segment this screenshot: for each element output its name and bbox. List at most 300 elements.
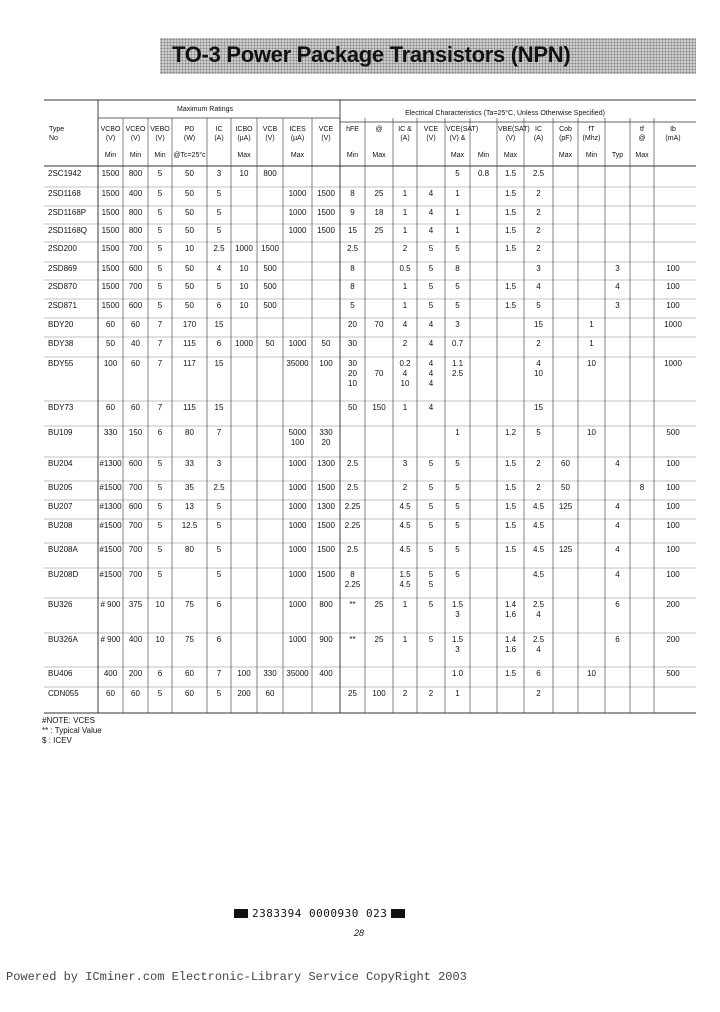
cell-ic_sat: 4.5 xyxy=(532,570,545,579)
cell-vcb: 50 xyxy=(265,339,275,348)
cell-ic_hfe: 4.5 xyxy=(399,502,411,511)
cell-ic_sat: 2.5 xyxy=(532,169,545,178)
row-type: 2SD1168P xyxy=(48,208,87,217)
cell-ic_sat: 2.5 4 xyxy=(532,635,545,654)
cell-pd: 60 xyxy=(185,689,194,698)
cell-vceo: 700 xyxy=(128,244,143,253)
note-typical: ** : Typical Value xyxy=(42,726,102,735)
cell-vcbo: 1500 xyxy=(101,244,120,253)
cell-vbesat: 1.5 xyxy=(504,169,517,178)
page-title: TO-3 Power Package Transistors (NPN) xyxy=(172,42,571,67)
cell-ib: 1000 xyxy=(664,359,682,368)
cell-vbesat: 1.5 xyxy=(504,244,517,253)
cell-ic_sat: 4 xyxy=(536,282,541,291)
cell-vce_hfe: 5 xyxy=(428,521,434,530)
cell-vebo: 5 xyxy=(157,169,163,178)
cell-vceo: 600 xyxy=(128,502,143,511)
cell-ic: 5 xyxy=(216,545,222,554)
cell-hfe_max: 25 xyxy=(374,226,384,235)
cell-vce_hfe: 5 xyxy=(428,483,434,492)
cell-vebo: 5 xyxy=(157,502,163,511)
cell-vcesat: 1.1 2.5 xyxy=(451,359,464,378)
cell-vce_hfe: 4 xyxy=(428,339,434,348)
cell-vcb: 500 xyxy=(263,301,277,310)
cell-ic_sat: 4.5 xyxy=(532,545,545,554)
cell-vce: 1300 xyxy=(317,459,335,468)
col-header-unit-ic_hfe: (A) xyxy=(400,135,410,142)
max-ratings-header: Maximum Ratings xyxy=(176,106,233,113)
cell-ic_sat: 5 xyxy=(536,428,541,437)
col-header-sub-vbesat: Max xyxy=(503,152,518,159)
cell-icbo: 10 xyxy=(239,282,249,291)
row-type: BU207 xyxy=(48,502,73,511)
row-type: BU208 xyxy=(48,521,73,530)
cell-vceo: 700 xyxy=(128,521,143,530)
cell-vce_hfe: 5 xyxy=(428,301,434,310)
cell-vcesat: 1.5 3 xyxy=(451,635,464,654)
cell-vebo: 5 xyxy=(157,545,163,554)
cell-vce: 1500 xyxy=(317,521,335,530)
cell-vce_hfe: 4 xyxy=(428,208,434,217)
footer-credit: Powered by ICminer.com Electronic-Library Service CopyRight 2003 xyxy=(6,970,467,984)
cell-ices: 1000 xyxy=(288,502,307,511)
cell-ic_hfe: 2 xyxy=(402,483,408,492)
cell-ic_hfe: 2 xyxy=(402,689,408,698)
cell-ic: 6 xyxy=(216,301,222,310)
cell-vcbo: #1500 xyxy=(99,483,122,492)
row-type: 2SD871 xyxy=(48,301,77,310)
cell-vcesat: 8 xyxy=(455,264,460,273)
cell-icbo: 1000 xyxy=(235,339,253,348)
cell-pd: 13 xyxy=(185,502,194,511)
cell-vebo: 5 xyxy=(157,459,163,468)
cell-hfe_min: 15 xyxy=(348,226,357,235)
cell-vce: 900 xyxy=(319,635,333,644)
col-header-unit-type: No xyxy=(49,135,58,142)
electrical-header: Electrical Characteristics (Ta=25°C, Unless Otherwise Specified) xyxy=(405,110,605,117)
col-header-unit-icbo: (µA) xyxy=(237,135,251,142)
cell-hfe_max: 25 xyxy=(374,600,384,609)
cell-hfe_min: 2.5 xyxy=(346,483,359,492)
cell-vce_hfe: 5 xyxy=(428,459,434,468)
cell-ft_min: 1 xyxy=(589,339,594,348)
cell-ic_sat: 4.5 xyxy=(532,521,545,530)
cell-hfe_min: 2.5 xyxy=(346,459,359,468)
cell-ib: 100 xyxy=(666,264,680,273)
cell-vebo: 5 xyxy=(157,570,163,579)
cell-vce_hfe: 5 xyxy=(428,635,434,644)
cell-vcesat: 5 xyxy=(455,502,460,511)
cell-vebo: 5 xyxy=(157,244,163,253)
cell-hfe_min: 5 xyxy=(350,301,355,310)
cell-ices: 1000 xyxy=(288,570,307,579)
cell-vbesat: 1.5 xyxy=(504,189,517,198)
cell-vebo: 10 xyxy=(155,635,165,644)
cell-ib: 200 xyxy=(666,600,680,609)
cell-pd: 80 xyxy=(185,428,194,437)
cell-ic_sat: 2.5 4 xyxy=(532,600,545,619)
row-type: BDY38 xyxy=(48,339,74,348)
cell-vce: 1500 xyxy=(317,545,335,554)
cell-vebo: 7 xyxy=(157,339,163,348)
row-type: BDY55 xyxy=(48,359,74,368)
cell-cob: 125 xyxy=(558,502,573,511)
cell-ic_sat: 2 xyxy=(536,339,541,348)
cell-pd: 60 xyxy=(185,669,194,678)
cell-ic_hfe: 1 xyxy=(402,208,408,217)
col-header-hfe_max: @ xyxy=(375,126,383,133)
cell-cob: 125 xyxy=(558,545,573,554)
cell-ic: 6 xyxy=(216,635,222,644)
cell-vcesat: 5 xyxy=(455,301,460,310)
note-icev: $ : ICEV xyxy=(42,736,72,745)
col-header-unit-ib: (mA) xyxy=(665,135,681,142)
row-type: 2SD1168 xyxy=(48,189,81,198)
cell-ic: 5 xyxy=(216,502,222,511)
cell-vceo: 800 xyxy=(128,208,143,217)
cell-vcbo: # 900 xyxy=(100,635,121,644)
row-type: CDN055 xyxy=(48,689,79,698)
cell-vceo: 600 xyxy=(128,459,143,468)
cell-ic_hfe: 4 xyxy=(402,320,408,329)
cell-ic_hfe: 4.5 xyxy=(399,545,411,554)
cell-ft_typ: 6 xyxy=(615,600,620,609)
cell-vcesat: 5 xyxy=(455,521,460,530)
cell-vce_hfe: 5 xyxy=(428,282,434,291)
cell-ices: 1000 xyxy=(288,459,307,468)
cell-ic_sat: 2 xyxy=(536,189,541,198)
cell-vceo: 700 xyxy=(128,483,143,492)
cell-hfe_min: 50 xyxy=(348,403,357,412)
cell-vcesat: 5 xyxy=(455,169,460,178)
cell-pd: 10 xyxy=(185,244,194,253)
cell-pd: 117 xyxy=(183,359,196,368)
cell-ft_min: 10 xyxy=(587,669,596,678)
cell-vceo: 60 xyxy=(131,403,140,412)
cell-icbo: 10 xyxy=(239,301,249,310)
cell-vce: 330 20 xyxy=(319,428,333,447)
cell-ices: 1000 xyxy=(288,189,307,198)
col-header-ft_min: fT xyxy=(588,126,595,133)
cell-hfe_min: 8 xyxy=(350,282,355,291)
cell-vceo: 200 xyxy=(128,669,143,678)
cell-ic_hfe: 1 xyxy=(402,635,408,644)
cell-vcesat: 5 xyxy=(455,483,460,492)
cell-vcbo: 1500 xyxy=(101,226,120,235)
cell-vceo: 400 xyxy=(128,635,143,644)
cell-vbesat: 1.5 xyxy=(504,226,517,235)
cell-ib: 100 xyxy=(666,459,680,468)
cell-pd: 170 xyxy=(182,320,197,329)
cell-vcbo: #1500 xyxy=(99,521,122,530)
col-header-unit-pd: (W) xyxy=(183,135,196,142)
col-header-vcesat: VCE(SAT) xyxy=(446,126,479,133)
cell-vceo: 40 xyxy=(131,339,140,348)
cell-ic_sat: 2 xyxy=(536,208,541,217)
cell-hfe_min: 8 xyxy=(350,189,355,198)
cell-vce_hfe: 4 xyxy=(428,226,434,235)
cell-vbesat: 1.4 1.6 xyxy=(504,600,517,619)
cell-vcesat: 1 xyxy=(455,428,460,437)
cell-ic: 5 xyxy=(216,208,222,217)
cell-vcbo: 60 xyxy=(106,403,115,412)
cell-vce_hfe: 4 4 4 xyxy=(428,359,434,388)
row-type: 2SD869 xyxy=(48,264,77,273)
cell-vcb: 800 xyxy=(263,169,277,178)
cell-vce_hfe: 2 xyxy=(428,689,434,698)
cell-vcesat: 5 xyxy=(455,545,460,554)
cell-hfe_max: 150 xyxy=(372,403,386,412)
cell-ices: 1000 xyxy=(288,521,307,530)
cell-tf: 8 xyxy=(639,483,645,492)
cell-vceo: 700 xyxy=(128,282,143,291)
cell-vceo: 800 xyxy=(128,226,143,235)
cell-vebo: 6 xyxy=(157,669,163,678)
cell-ic_sat: 4 10 xyxy=(534,359,543,378)
cell-ib: 100 xyxy=(666,570,680,579)
row-type: BU406 xyxy=(48,669,73,678)
cell-pd: 50 xyxy=(185,282,194,291)
cell-ices: 35000 xyxy=(286,359,309,368)
row-type: 2SD870 xyxy=(48,282,77,291)
cell-ib: 100 xyxy=(666,545,680,554)
col-header-vce: VCE xyxy=(318,126,334,133)
cell-ft_typ: 6 xyxy=(615,635,620,644)
cell-vcesat: 5 xyxy=(455,282,460,291)
col-header-ic_sat: IC xyxy=(535,126,542,133)
cell-ic: 2.5 xyxy=(213,483,225,492)
cell-vcesat: 1.0 xyxy=(451,669,464,678)
cell-ic: 6 xyxy=(216,600,222,609)
row-type: BU208D xyxy=(48,570,79,579)
col-header-unit-vcesat: (V) & xyxy=(449,135,466,142)
cell-ic_hfe: 1 xyxy=(402,301,408,310)
cell-ft_typ: 4 xyxy=(615,459,620,468)
cell-vceo: 600 xyxy=(128,264,143,273)
cell-pd: 33 xyxy=(185,459,194,468)
cell-vbesat: 1.4 1.6 xyxy=(504,635,517,654)
cell-vcbo: # 900 xyxy=(100,600,121,609)
notes xyxy=(42,716,102,746)
cell-vcbo: 330 xyxy=(103,428,118,437)
cell-hfe_max: 18 xyxy=(374,208,384,217)
cell-pd: 35 xyxy=(185,483,194,492)
cell-vbesat: 1.5 xyxy=(504,502,517,511)
col-header-sub-tf: Max xyxy=(635,152,649,159)
cell-ic: 5 xyxy=(216,282,222,291)
cell-vcbo: 60 xyxy=(106,320,115,329)
col-header-unit-vceo: (V) xyxy=(130,135,141,142)
cell-vce: 1500 xyxy=(317,189,335,198)
col-header-type: Type xyxy=(49,126,65,133)
col-header-vce_hfe: VCE xyxy=(423,126,439,133)
barcode-text: 2383394 0000930 023 xyxy=(252,907,388,920)
cell-ib: 500 xyxy=(666,428,680,437)
cell-vebo: 5 xyxy=(157,483,163,492)
cell-vebo: 7 xyxy=(157,403,163,412)
cell-ices: 1000 xyxy=(288,635,307,644)
col-header-ices: ICES xyxy=(289,126,306,133)
cell-ic: 6 xyxy=(216,339,222,348)
cell-ic: 2.5 xyxy=(213,244,225,253)
col-header-unit-vcb: (V) xyxy=(265,135,275,142)
cell-vce_hfe: 5 xyxy=(428,264,434,273)
cell-vcesat: 5 xyxy=(455,570,460,579)
cell-ic: 3 xyxy=(216,459,222,468)
cell-vcb: 500 xyxy=(263,264,277,273)
row-type: 2SC1942 xyxy=(48,169,82,178)
col-header-hfe_min: hFE xyxy=(346,126,359,133)
cell-ic: 15 xyxy=(214,403,224,412)
cell-hfe_min: 2.5 xyxy=(346,244,359,253)
cell-vcb: 1500 xyxy=(261,244,279,253)
cell-ic_sat: 5 xyxy=(536,301,541,310)
col-header-unit-vcbo: (V) xyxy=(105,135,116,142)
cell-vebo: 5 xyxy=(157,282,163,291)
cell-vce: 1500 xyxy=(317,226,335,235)
barcode-mark-left xyxy=(234,909,248,918)
col-header-sub-cob: Max xyxy=(558,152,573,159)
cell-vcesat: 5 xyxy=(455,459,460,468)
cell-vce_hfe: 5 xyxy=(428,600,434,609)
row-type: BU109 xyxy=(48,428,73,437)
cell-ib: 100 xyxy=(666,282,680,291)
cell-ices: 5000 100 xyxy=(288,428,307,447)
cell-hfe_max: 25 xyxy=(374,635,384,644)
cell-vcbo: 50 xyxy=(106,339,115,348)
cell-hfe_min: 2.25 xyxy=(344,502,361,511)
col-header-cob: Cob xyxy=(559,126,572,133)
cell-pd: 115 xyxy=(183,339,196,348)
col-header-ic_hfe: IC & xyxy=(398,126,412,133)
col-header-vcb: VCB xyxy=(262,126,278,133)
cell-pd: 50 xyxy=(185,189,194,198)
cell-vcbo: 1500 xyxy=(101,208,120,217)
cell-vcbo: 100 xyxy=(103,359,118,368)
cell-hfe_min: ** xyxy=(349,635,356,644)
col-header-pd: PD xyxy=(184,126,195,133)
cell-vce_hfe: 5 xyxy=(428,244,434,253)
cell-vce: 100 xyxy=(319,359,333,368)
cell-vcb: 60 xyxy=(265,689,275,698)
cell-ft_typ: 3 xyxy=(615,264,620,273)
cell-hfe_max: 100 xyxy=(372,689,386,698)
row-type: BU204 xyxy=(48,459,73,468)
cell-vcbo: 400 xyxy=(103,669,118,678)
cell-hfe_min: 8 xyxy=(350,264,355,273)
col-header-unit-cob: (pF) xyxy=(559,135,572,142)
cell-ft_typ: 4 xyxy=(615,545,620,554)
cell-vce: 1500 xyxy=(317,570,335,579)
cell-pd: 50 xyxy=(185,301,194,310)
cell-ib: 500 xyxy=(666,669,680,678)
cell-vbesat: 1.5 xyxy=(504,545,517,554)
page-number: 28 xyxy=(354,928,365,938)
row-type: BU205 xyxy=(48,483,73,492)
cell-pd: 50 xyxy=(185,169,194,178)
cell-vceo: 60 xyxy=(131,359,140,368)
cell-ft_min: 1 xyxy=(589,320,594,329)
cell-ib: 1000 xyxy=(664,320,682,329)
cell-ic_sat: 6 xyxy=(536,669,541,678)
col-header-sub-ices: Max xyxy=(290,152,305,159)
row-type: 2SD1168Q xyxy=(48,226,87,235)
cell-vcbo: 1500 xyxy=(101,169,120,178)
cell-vcbo: 60 xyxy=(106,689,115,698)
cell-vmin: 0.8 xyxy=(477,169,490,178)
cell-vceo: 400 xyxy=(128,189,143,198)
cell-hfe_min: ** xyxy=(349,600,356,609)
cell-ic_hfe: 1 xyxy=(402,282,408,291)
cell-ic: 5 xyxy=(216,689,222,698)
cell-vbesat: 1.5 xyxy=(504,483,517,492)
cell-vcesat: 1.5 3 xyxy=(451,600,464,619)
row-type: 2SD200 xyxy=(48,244,77,253)
cell-vebo: 5 xyxy=(157,521,163,530)
cell-vbesat: 1.5 xyxy=(504,301,517,310)
cell-vbesat: 1.5 xyxy=(504,459,517,468)
col-header-sub-vceo: Min xyxy=(129,152,142,159)
col-header-icbo: ICBO xyxy=(235,126,253,133)
col-header-vebo: VEBO xyxy=(150,126,170,133)
cell-vebo: 7 xyxy=(157,320,163,329)
cell-ic_sat: 4.5 xyxy=(532,502,545,511)
cell-vce_hfe: 5 xyxy=(428,502,434,511)
cell-ic_hfe: 0.5 xyxy=(399,264,411,273)
cell-ic_sat: 2 xyxy=(536,483,541,492)
row-type: BU208A xyxy=(48,545,78,554)
cell-vebo: 10 xyxy=(155,600,165,609)
cell-vebo: 5 xyxy=(157,226,163,235)
cell-ic: 7 xyxy=(216,428,222,437)
cell-vcbo: 1500 xyxy=(101,189,120,198)
cell-ic_hfe: 0.2 4 10 xyxy=(399,359,411,388)
cell-vceo: 600 xyxy=(128,301,143,310)
col-header-tf: tf xyxy=(640,126,644,133)
cell-vcbo: 1500 xyxy=(101,282,120,291)
cell-vcesat: 0.7 xyxy=(451,339,464,348)
cell-pd: 115 xyxy=(183,403,196,412)
col-header-unit-vebo: (V) xyxy=(155,135,165,142)
cell-vbesat: 1.5 xyxy=(504,669,517,678)
cell-pd: 50 xyxy=(185,264,194,273)
cell-vebo: 5 xyxy=(157,189,163,198)
col-header-sub-vmin: Min xyxy=(477,152,490,159)
cell-vcb: 500 xyxy=(263,282,277,291)
cell-ices: 35000 xyxy=(286,669,309,678)
col-header-unit-vce_hfe: (V) xyxy=(426,135,436,142)
cell-pd: 80 xyxy=(185,545,194,554)
cell-vceo: 700 xyxy=(128,570,143,579)
cell-ic_hfe: 1 xyxy=(402,226,408,235)
cell-vce: 1300 xyxy=(317,502,335,511)
cell-vce_hfe: 5 5 xyxy=(428,570,434,589)
cell-pd: 50 xyxy=(185,226,194,235)
cell-ic_hfe: 4.5 xyxy=(399,521,411,530)
cell-ib: 100 xyxy=(666,301,680,310)
cell-vceo: 60 xyxy=(131,320,140,329)
cell-vcbo: 1500 xyxy=(101,301,120,310)
cell-vbesat: 1.5 xyxy=(504,282,517,291)
cell-vcesat: 1 xyxy=(455,189,460,198)
barcode-mark-right xyxy=(391,909,405,918)
col-header-unit-ic: (A) xyxy=(214,135,224,142)
col-header-unit-tf: @ xyxy=(638,135,646,142)
cell-cob: 50 xyxy=(561,483,570,492)
cell-ft_typ: 4 xyxy=(615,521,620,530)
cell-ib: 100 xyxy=(666,502,680,511)
cell-vebo: 5 xyxy=(157,208,163,217)
